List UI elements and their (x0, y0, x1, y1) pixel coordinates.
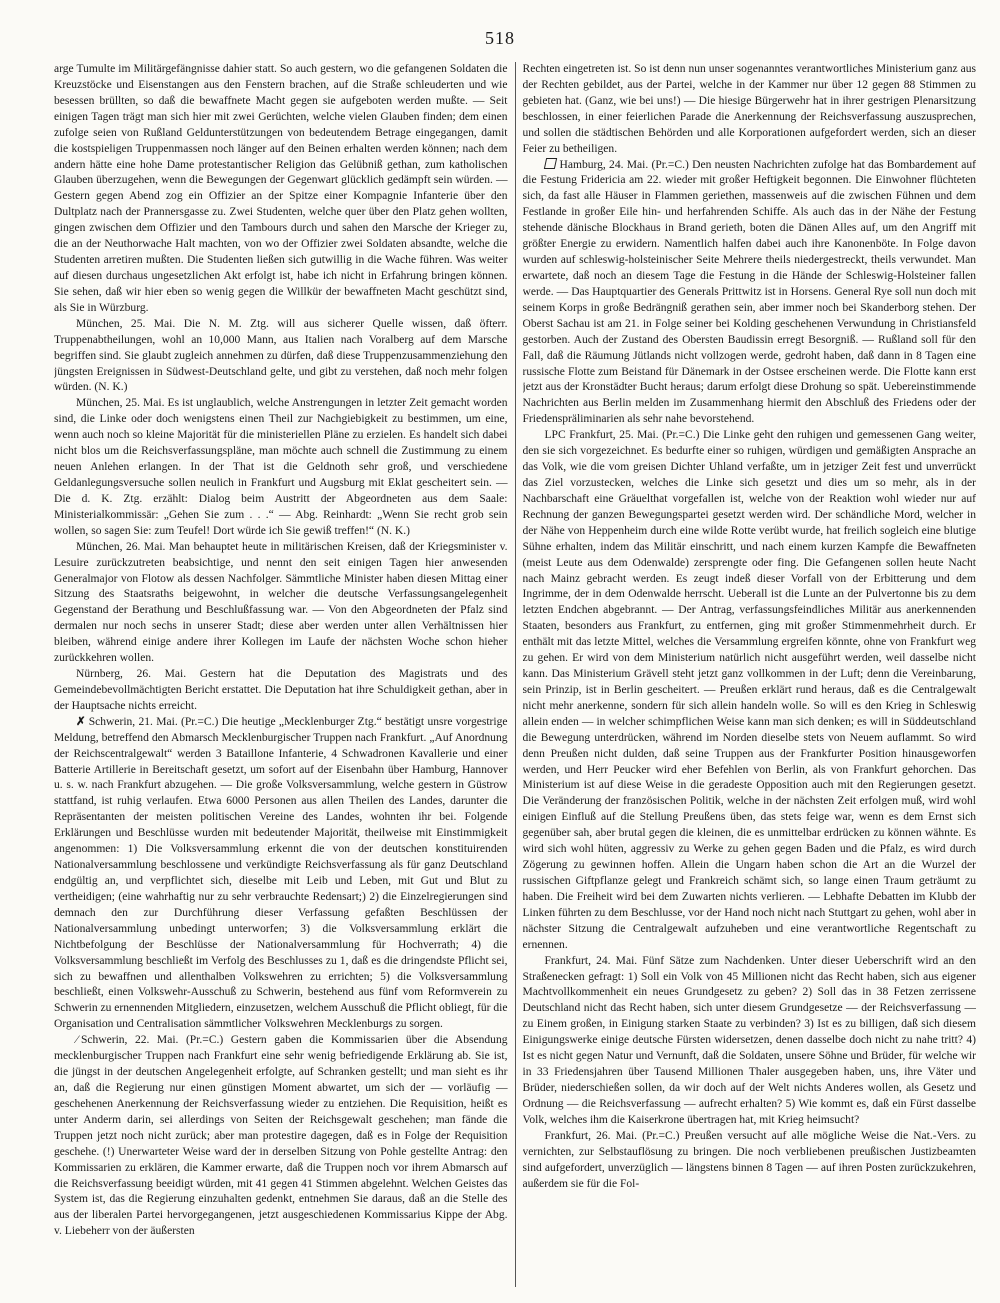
article-paragraph (54, 715, 508, 1033)
slash-marker-icon: ⁄ (76, 1034, 78, 1047)
article-paragraph: München, 26. Mai. Man behauptet heute in militärischen Kreisen, daß der Kriegsminister v. Lesuire zurückzutreten beabsichtige, und nennt den seit einigen Tagen hier anwesenden Generalmajor von Flotow als dessen Nachfolger. Sämmtliche Minister haben diesen Mittag einer Sitzung des Staatsraths beigewohnt, in welcher die deutsche Verfassungsangelegenheit Gegenstand der Berathung und Beschlußfassung war. — Von den Abgeordneten der Pfalz sind dermalen nur noch sechs in unserer Stadt; diese aber werden unter allen Verhältnissen hier bleiben, während einige andere ihrer Kollegen im Laufe der nächsten Woche schon hieher zurückkehren wollen. (54, 540, 508, 665)
page-number: 518 (485, 28, 515, 48)
article-paragraph: arge Tumulte im Militärgefängnisse dahier statt. So auch gestern, wo die gefangenen Soldaten die Kreuzstöcke und Eisenstangen aus den Fenstern brachen, auf die Straße schleuderten und wie besessen brüllten, so daß die bewaffnete Macht gegen sie aufgeboten werden mußte. — Seit einigen Tagen trägt man sich hier mit zwei Gerüchten, welche vielen Glauben finden; dem einen zufolge seien von Rußland Geldunterstützungen von bedeutendem Betrage eingegangen, damit die kostspieligen Truppenmassen noch länger auf den Beinen erhalten werden können; nach dem andern hätte eine hohe Dame protestantischer Religion das Gelübniß gethan, zum katholischen Glauben überzugehen, wenn die Bewegungen der Gegenwart glücklich gedämpft sein würden. — Gestern gegen Abend zog ein Offizier an der Spitze einer Kompagnie Infanterie über den Dultplatz nach der Prannersgasse zu. Zwei Studenten, welche quer über den Platz gehen wollten, gingen zwischen dem Offizier und den Tambours durch und sahen den Marsche der Krieger zu, die an der Neuthorwache Halt machten, von wo der Offizier zwei Soldaten absandte, welche die Studenten arretiren mußten. Die Studenten ließen sich gutwillig in die Wache führen. Was weiter auf diesen durchaus ungesetzlichen Akt erfolgt ist, habe ich nicht in Erfahrung bringen können. Sie sehen, daß wir hier eben so wenig gegen die Willkür der bewaffneten Macht geschützt sind, als Sie in Würzburg. (54, 63, 508, 314)
left-column (54, 62, 508, 1287)
article-paragraph: LPC Frankfurt, 25. Mai. (Pr.=C.) Die Linke geht den ruhigen und gemessenen Gang weiter, den sie sich vorgezeichnet. Es bedurfte einer so ruhigen, würdigen und gemäßigten Ansprache an das Volk, wie die vom greisen Dichter Uhland verfaßte, um in jetziger Zeit fest und unverrückt das Ziel vorzustecken, welches die Linke sich gesetzt und dies um so mehr, als in der Nachbarschaft eine Gräuelthat vorgefallen ist, welche von der Reaktion wohl wieder nur auf Rechnung der ganzen Bewegungspartei gesetzt werden wird. Der schändliche Mord, welcher in der Nähe von Heppenheim durch eine wilde Rotte verübt wurde, hat freilich sogleich eine blutige Sühne erhalten, indem das Militär einschritt, und nach einem kurzen Kampfe die Bewaffneten (meist Leute aus dem Odenwalde) zersprengte oder fing. Die Gefangenen sollen heute Nacht nach Mainz gebracht werden. Es zeugt indeß dieser Vorfall von der Erbitterung und dem Ingrimme, der in dem Odenwalde herrscht. Ueberall ist die Lunte an der Pulvertonne bis zu dem letzten Endchen abgebrannt. — Der Antrag, verfassungsfeindliches Militär aus anerkennenden Staaten, besonders aus Frankfurt, zu entfernen, ging mit großer Stimmenmehrheit durch. Er enthält mit das letzte Mittel, welches die Versammlung ergreifen könnte, ohne von Frankfurt weg zu gehen. Er wird von dem Ministerium natürlich nicht ausgeführt werden, weil dasselbe nicht kann. Das Ministerium Grävell steht jetzt ganz vollkommen in der Luft; denn die Vereinbarung, sein Prinzip, ist in Berlin gescheitert. — Preußen erklärt rund heraus, daß es die Centralgewalt nicht mehr anerkenne, sondern für sich allein handeln wolle. So will es den Krieg in Schleswig allein enden — in welcher schimpflichen Weise kann man sich denken; es will in Süddeutschland die Bewegung unterdrücken, während im Norden dieselbe stets von Neuem auflammt. So wird denn Preußen nicht dulden, daß seine Truppen aus der Frankfurter Position hinausgeworfen werden, und Herr Peucker wird eher Befehlen von Berlin, als von Frankfurt gehorchen. Das Ministerium ist auf diese Weise in die geradeste Opposition auch mit den Regierungen gesetzt. Die Veränderung der französischen Politik, welche in der nächsten Zeit erfolgen muß, wird wohl einigen Einfluß auf die Stellung Preußens üben, das stets feige war, wenn es dem Ernst sich gegenüber sah, aber brutal gegen die kleinen, die es unmittelbar erdrücken zu können wähnte. Es wird sich wohl hüten, aggressiv zu Werke zu gehen gegen Baden und die Pfalz, es wird durch Zögerung zu gewinnen hoffen. Allein die Ungarn haben schon die Art an die Wurzel der russischen Giftpflanze gelegt und Frankreich schämt sich, so lange einen Traum geträumt zu haben. Die Freiheit wird bei dem Zuwarten nichts verlieren. — Lebhafte Debatten im Klubb der Linken führten zu dem Beschlusse, vor der Hand noch nicht nach Stuttgart zu gehen, wohl aber in nächster Sitzung die Centralgewalt aufzuheben und eine verantwortliche Regentschaft zu ernennen. (522, 429, 976, 951)
cross-marker-icon: ✗ (76, 715, 86, 728)
article-paragraph (54, 1033, 508, 1240)
article-paragraph (523, 158, 977, 429)
square-marker-icon (543, 158, 556, 169)
article-text: Hamburg, 24. Mai. (Pr.=C.) Den neusten Nachrichten zufolge hat das Bombardement auf die Festung Fridericia am 22. wieder mit großer Heftigkeit begonnen. Die Einwohner flüchteten sich, da fast alle Häuser in Flammen geriethen, massenweis auf die zwischen Fühnen und dem Festlande in großer Eile hin- und herfahrenden Schiffe. Als auch das in der Nähe der Festung stehende dänische Blockhaus in Brand gerieth, boten die Dänen Alles auf, um den Angriff mit größter Energie zu erwidern. Namentlich halfen dabei auch ihre Kanonenböte. In Folge davon wurden auf schleswig-holsteinischer Seite Mehrere theils niedergestreckt, theils verwundet. Man erwartete, daß noch an diesem Tage die Festung in die Hände der Schleswig-Holsteiner fallen werde. — Das Hauptquartier des Generals Prittwitz ist in Horsens. General Rye soll nun doch mit seinem Korps in große Bedrängniß gerathen sein, aber immer noch bei Skanderborg stehen. Der Oberst Sachau ist am 21. in Folge seiner bei Kolding geschehenen Verwundung in Christiansfeld gestorben. Auch der Zustand des Obersten Baudissin erregt Besorgniß. — Rußland soll für den Fall, daß die Räumung Jütlands nicht vollzogen werde, gedroht haben, daß dann in 8 Tagen eine russische Flotte zum Beistand für Dänemark in der Ostsee erscheinen werde. Die Flotte kann erst jetzt aus der Kronstädter Bucht heraus; darum erfolgt diese Drohung so spät. Uebereinstimmende Nachrichten aus Berlin melden im Zusammenhang hiermit den Abschluß des Friedens oder der Friedenspräliminarien als sehr nahe bevorstehend. (522, 158, 976, 426)
article-paragraph: Rechten eingetreten ist. So ist denn nun unser sogenanntes verantwortliches Ministerium ganz aus der Rechten gebildet, aus der Partei, welche in der Kammer nur über 12 gegen 88 Stimmen zu gebieten hat. (Ganz, wie bei uns!) — Die hiesige Bürgerwehr hat in ihrer gestrigen Plenarsitzung beschlossen, in einer feierlichen Parade die Anerkennung der Reichsverfassung auszusprechen, und sollen die städtischen Behörden und alle Korporationen aufgefordert werden, sich an dieser Feier zu betheiligen. (522, 63, 976, 155)
article-text: Schwerin, 22. Mai. (Pr.=C.) Gestern gaben die Kommissarien über die Absendung mecklenburgischer Truppen nach Frankfurt eine sehr wenig befriedigende Erklärung ab. Sie ist, die jüngst in der deutschen Angelegenheit erfolgte, auf Schranken gestellt; und man sieht es ihr an, daß die Regierung nur einen günstigen Moment abwartet, um sich der — vorläufig — geschehenen Anerkennung der Reichsverfassung wieder zu entziehen. Die Requisition, heißt es unter Anderm darin, sei allerdings von Seiten der Reichsgewalt geschehen; man fände die Truppen jetzt noch nicht zurück; aber man protestire dagegen, daß es in Folge der Requisition geschehe. (!) Unerwarteter Weise ward der in derselben Sitzung von Pohle gestellte Antrag: den Kommissarien zu erklären, die Kammer erwarte, daß die Truppen noch vor ihrem Abmarsch auf die Reichsverfassung beeidigt würden, mit 41 gegen 41 Stimmen abgelehnt. Welchen Geistes das System ist, das die Regierung einzuhalten gedenkt, entnehmen Sie daraus, daß an die Stelle des aus der liberalen Partei hervorgegangenen, jetzt ausgeschiedenen Kommissarius Kippe der Abg. v. Liebeherr von der äußersten (54, 1034, 508, 1238)
article-text: Schwerin, 21. Mai. (Pr.=C.) Die heutige „Mecklenburger Ztg.“ bestätigt unsre vorgestrige Meldung, betreffend den Abmarsch Mecklenburgischer Truppen nach Frankfurt. „Auf Anordnung der Reichscentralgewalt“ werden 3 Bataillone Infanterie, 4 Schwadronen Kavallerie und einer Batterie Artillerie in Bereitschaft gesetzt, um sofort auf der Eisenbahn über Hamburg, Hannover u. s. w. nach Frankfurt abzugehen. — Die große Volksversammlung, welche gestern in Güstrow stattfand, ist ruhig verlaufen. Etwa 6000 Personen aus allen Theilen des Landes, darunter die Repräsentanten der meisten politischen Vereine des Landes, wohnten ihr bei. Folgende Erklärungen und Beschlüsse wurden mit bedeutender Majorität, theilweise mit Einstimmigkeit angenommen: 1) Die Volksversammlung erkennt die von der deutschen konstituirenden Nationalversammlung beschlossene und verkündigte Reichsverfassung als für ganz Deutschland endgültig an, und verpflichtet sich, dieselbe mit Leib und Leben, mit Gut und Blut zu vertheidigen; (eine wahrhaftig nur zu sehr verbrauchte Redensart;) 2) die Einzelregierungen sind demnach den zur Durchführung dieser Verfassung gefaßten Beschlüssen der Nationalversammlung unbedingt unterworfen; 3) die Volksversammlung erklärt die Nichtbefolgung der Beschlüsse der Nationalversammlung für Hochverrath; 4) die Volksversammlung beschließt im Verfolg des Beschlusses zu 1, daß es die dringendste Pflicht sei, sich zu bewaffnen und allenthalben Volkswehren zu errichten; 5) die Volksversammlung beschließt, einen Volkswehr-Ausschuß zu Schwerin, bestehend aus fünf vom Reformverein zu Schwerin zu ernennenden Mitgliedern, einzusetzen, welchem Ausschuß die Pflicht obliegt, für die Organisation und Centralisation sämmtlicher Volkswehren Mecklenburgs zu sorgen. (54, 715, 508, 1031)
article-paragraph: Frankfurt, 26. Mai. (Pr.=C.) Preußen versucht auf alle mögliche Weise die Nat.-Vers. zu vernichten, zur Selbstauflösung zu bringen. Die noch verbliebenen preußischen Justizbeamten sind aufgefordert, unverzüglich — längstens binnen 8 Tagen — auf ihren Posten zurückzukehren, außerdem sie für die Fol- (522, 1129, 976, 1190)
article-paragraph: Nürnberg, 26. Mai. Gestern hat die Deputation des Magistrats und des Gemeindebevollmächtigten Bericht erstattet. Die Deputation hat ihre Schuldigkeit gethan, aber in der Hauptsache nichts erreicht. (54, 668, 508, 712)
right-column (523, 62, 977, 1287)
column-divider (515, 62, 516, 1287)
article-paragraph: Frankfurt, 24. Mai. Fünf Sätze zum Nachdenken. Unter dieser Ueberschrift wird an den Straßenecken gefragt: 1) Soll ein Volk von 45 Millionen nicht das Recht haben, sich aus eigener Machtvollkommenheit ein neues Grundgesetz zu geben? 2) Soll das in 38 Fetzen zerrissene Deutschland nicht das Recht haben, sich unter diesem Grundgesetze — der Reichsverfassung — zu Einem großen, in Einigung starken Staate zu verbinden? 3) Ist es zu billigen, daß sich diesem Einigungswerke einige deutsche Fürsten widersetzen, denen dasselbe doch nicht zu nahe tritt? 4) Ist es nicht gegen Natur und Vernunft, daß die Soldaten, unsere Söhne und Brüder, für welche wir in 33 Friedensjahren über Tausend Millionen Thaler ausgegeben haben, uns, ihre Väter und Brüder, niederschießen sollen, da wir doch auf der Welt nichts Anderes wollen, als Gesetz und Ordnung — die Reichsverfassung — aufrecht erhalten? 5) Wie kommt es, daß ein Fürst dasselbe Volk, welches ihm die Kaiserkrone übertragen hat, mit Krieg heimsucht? (522, 954, 976, 1126)
text-columns (54, 62, 976, 1287)
article-paragraph: München, 25. Mai. Es ist unglaublich, welche Anstrengungen in letzter Zeit gemacht worden sind, die Linke oder doch wenigstens einen Theil zur Nachgiebigkeit zu bestimmen, um eine, wenn auch noch so kleine Majorität für die ministeriellen Pläne zu erzielen. Es handelt sich dabei nicht blos um die Reichsverfassungspläne, man möchte auch schnell die Zustimmung zu einem neuen Anlehen erlangen. In der That ist die Geldnoth sehr groß, und verschiedene Geldanlegungsversuche sollen neulich in Frankfurt und Augsburg mit Eklat gescheitert sein. — Die d. K. Ztg. erzählt: Dialog beim Austritt der Abgeordneten aus dem Saale: Ministerialkommissär: „Gehen Sie zum . . .“ — Abg. Reinhardt: „Wenn Sie recht grob sein wollen, so sagen Sie: zum Teufel! Dort würde ich Sie gewiß treffen!“ (N. K.) (54, 397, 508, 537)
article-paragraph: München, 25. Mai. Die N. M. Ztg. will aus sicherer Quelle wissen, daß öfterr. Truppenabtheilungen, wohl an 10,000 Mann, aus Italien nach Voralberg auf dem Marsche begriffen sind. Sie glaubt zugleich annehmen zu dürfen, daß diese Truppenzusammenziehung den jüngsten Ereignissen in Südwest-Deutschland gelte, und gibt zu verstehen, daß noch mehr folgen würden. (N. K.) (54, 317, 508, 394)
